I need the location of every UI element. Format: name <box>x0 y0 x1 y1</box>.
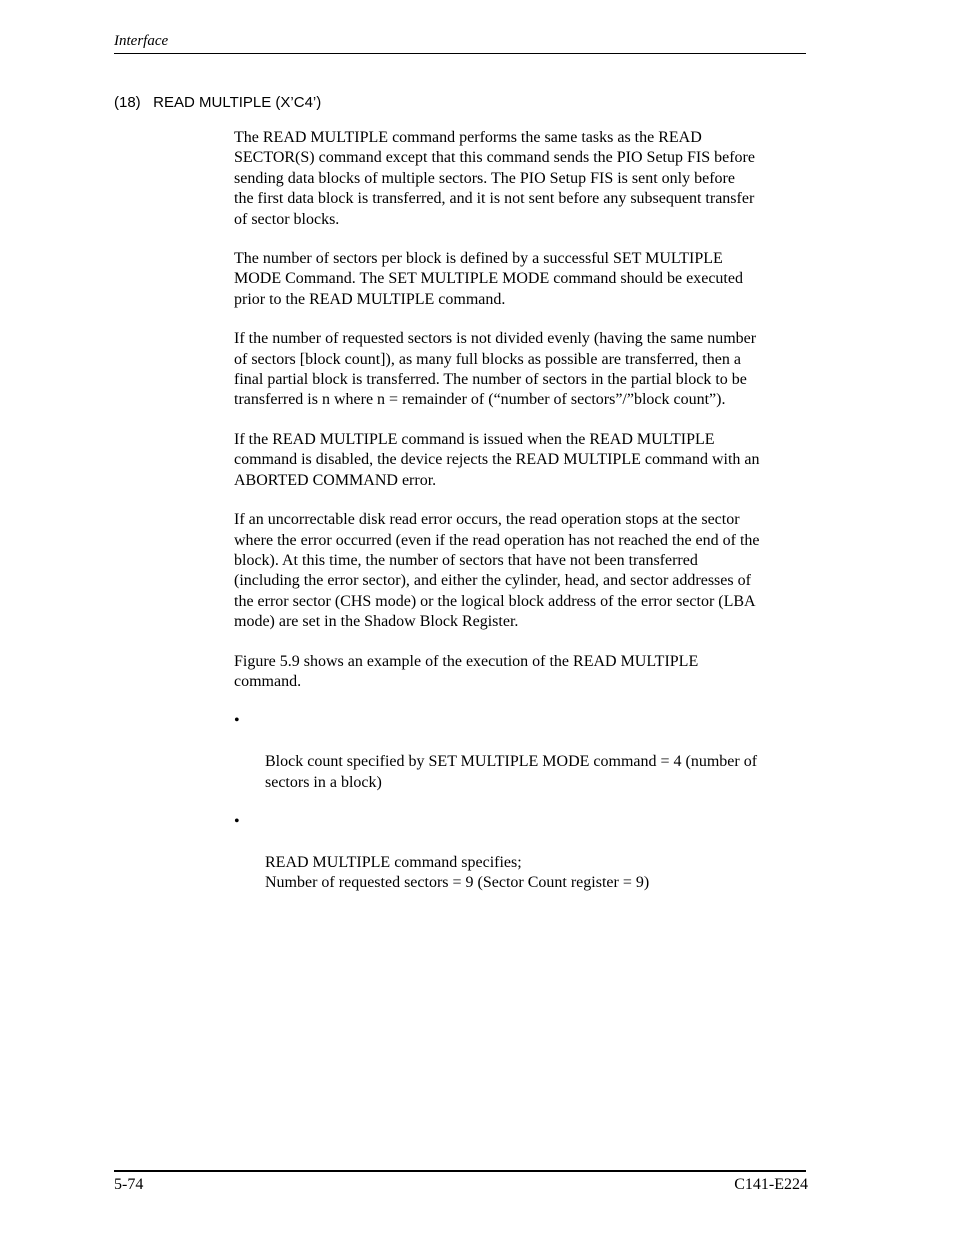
document-id: C141-E224 <box>734 1176 808 1193</box>
paragraph-disabled-command: If the READ MULTIPLE command is issued when the READ MULTIPLE command is disabled, the device rejects the READ MULTIPLE command with an ABORTED COMMAND error. <box>234 430 760 489</box>
page-number: 5-74 <box>114 1176 144 1193</box>
bullet-text: Block count specified by SET MULTIPLE MODE command = 4 (number of sectors in a block) <box>265 753 758 791</box>
bullet-item-block-count <box>234 711 806 793</box>
bullet-text: READ MULTIPLE command specifies; Number of requested sectors = 9 (Sector Count register = 9) <box>265 853 650 892</box>
paragraph-intro: The READ MULTIPLE command performs the same tasks as the READ SECTOR(S) command except that this command sends the PIO Setup FIS before sending data blocks of multiple sectors. The PIO Setup FIS is sent only before the first data block is transferred, and it is not sent before any subsequent transfer of sector blocks. <box>234 129 755 228</box>
bullet-marker: • <box>234 812 240 830</box>
paragraph-sectors-per-block: The number of sectors per block is defined by a successful SET MULTIPLE MODE Command. The SET MULTIPLE MODE command should be executed prior to the READ MULTIPLE command. <box>234 250 743 308</box>
paragraph-partial-block: If the number of requested sectors is not divided evenly (having the same number of sectors [block count]), as many full blocks as possible are transferred, then a final partial block is transferred. The number of sectors in the partial block to be transferred is n where n = remainder of (“number of sectors”/”block count”). <box>234 330 757 409</box>
footer-rule <box>114 1170 806 1172</box>
header-rule <box>114 53 806 54</box>
body-column <box>234 128 806 913</box>
section-heading: (18) READ MULTIPLE (X’C4’) <box>114 94 322 111</box>
example-bullet-list <box>234 711 806 893</box>
paragraph-read-error: If an uncorrectable disk read error occurs, the read operation stops at the sector where the error occurred (even if the read operation has not reached the end of the block). At this time, the number of sectors that have not been transferred (including the error sector), and either the cylinder, head, and sector addresses of the error sector (CHS mode) or the logical block address of the error sector (LBA mode) are set in the Shadow Block Register. <box>234 511 760 631</box>
bullet-marker: • <box>234 712 240 730</box>
running-header: Interface <box>114 33 169 49</box>
paragraph-figure-reference: Figure 5.9 shows an example of the execution of the READ MULTIPLE command. <box>234 652 699 690</box>
bullet-item-requested-sectors <box>234 812 806 894</box>
